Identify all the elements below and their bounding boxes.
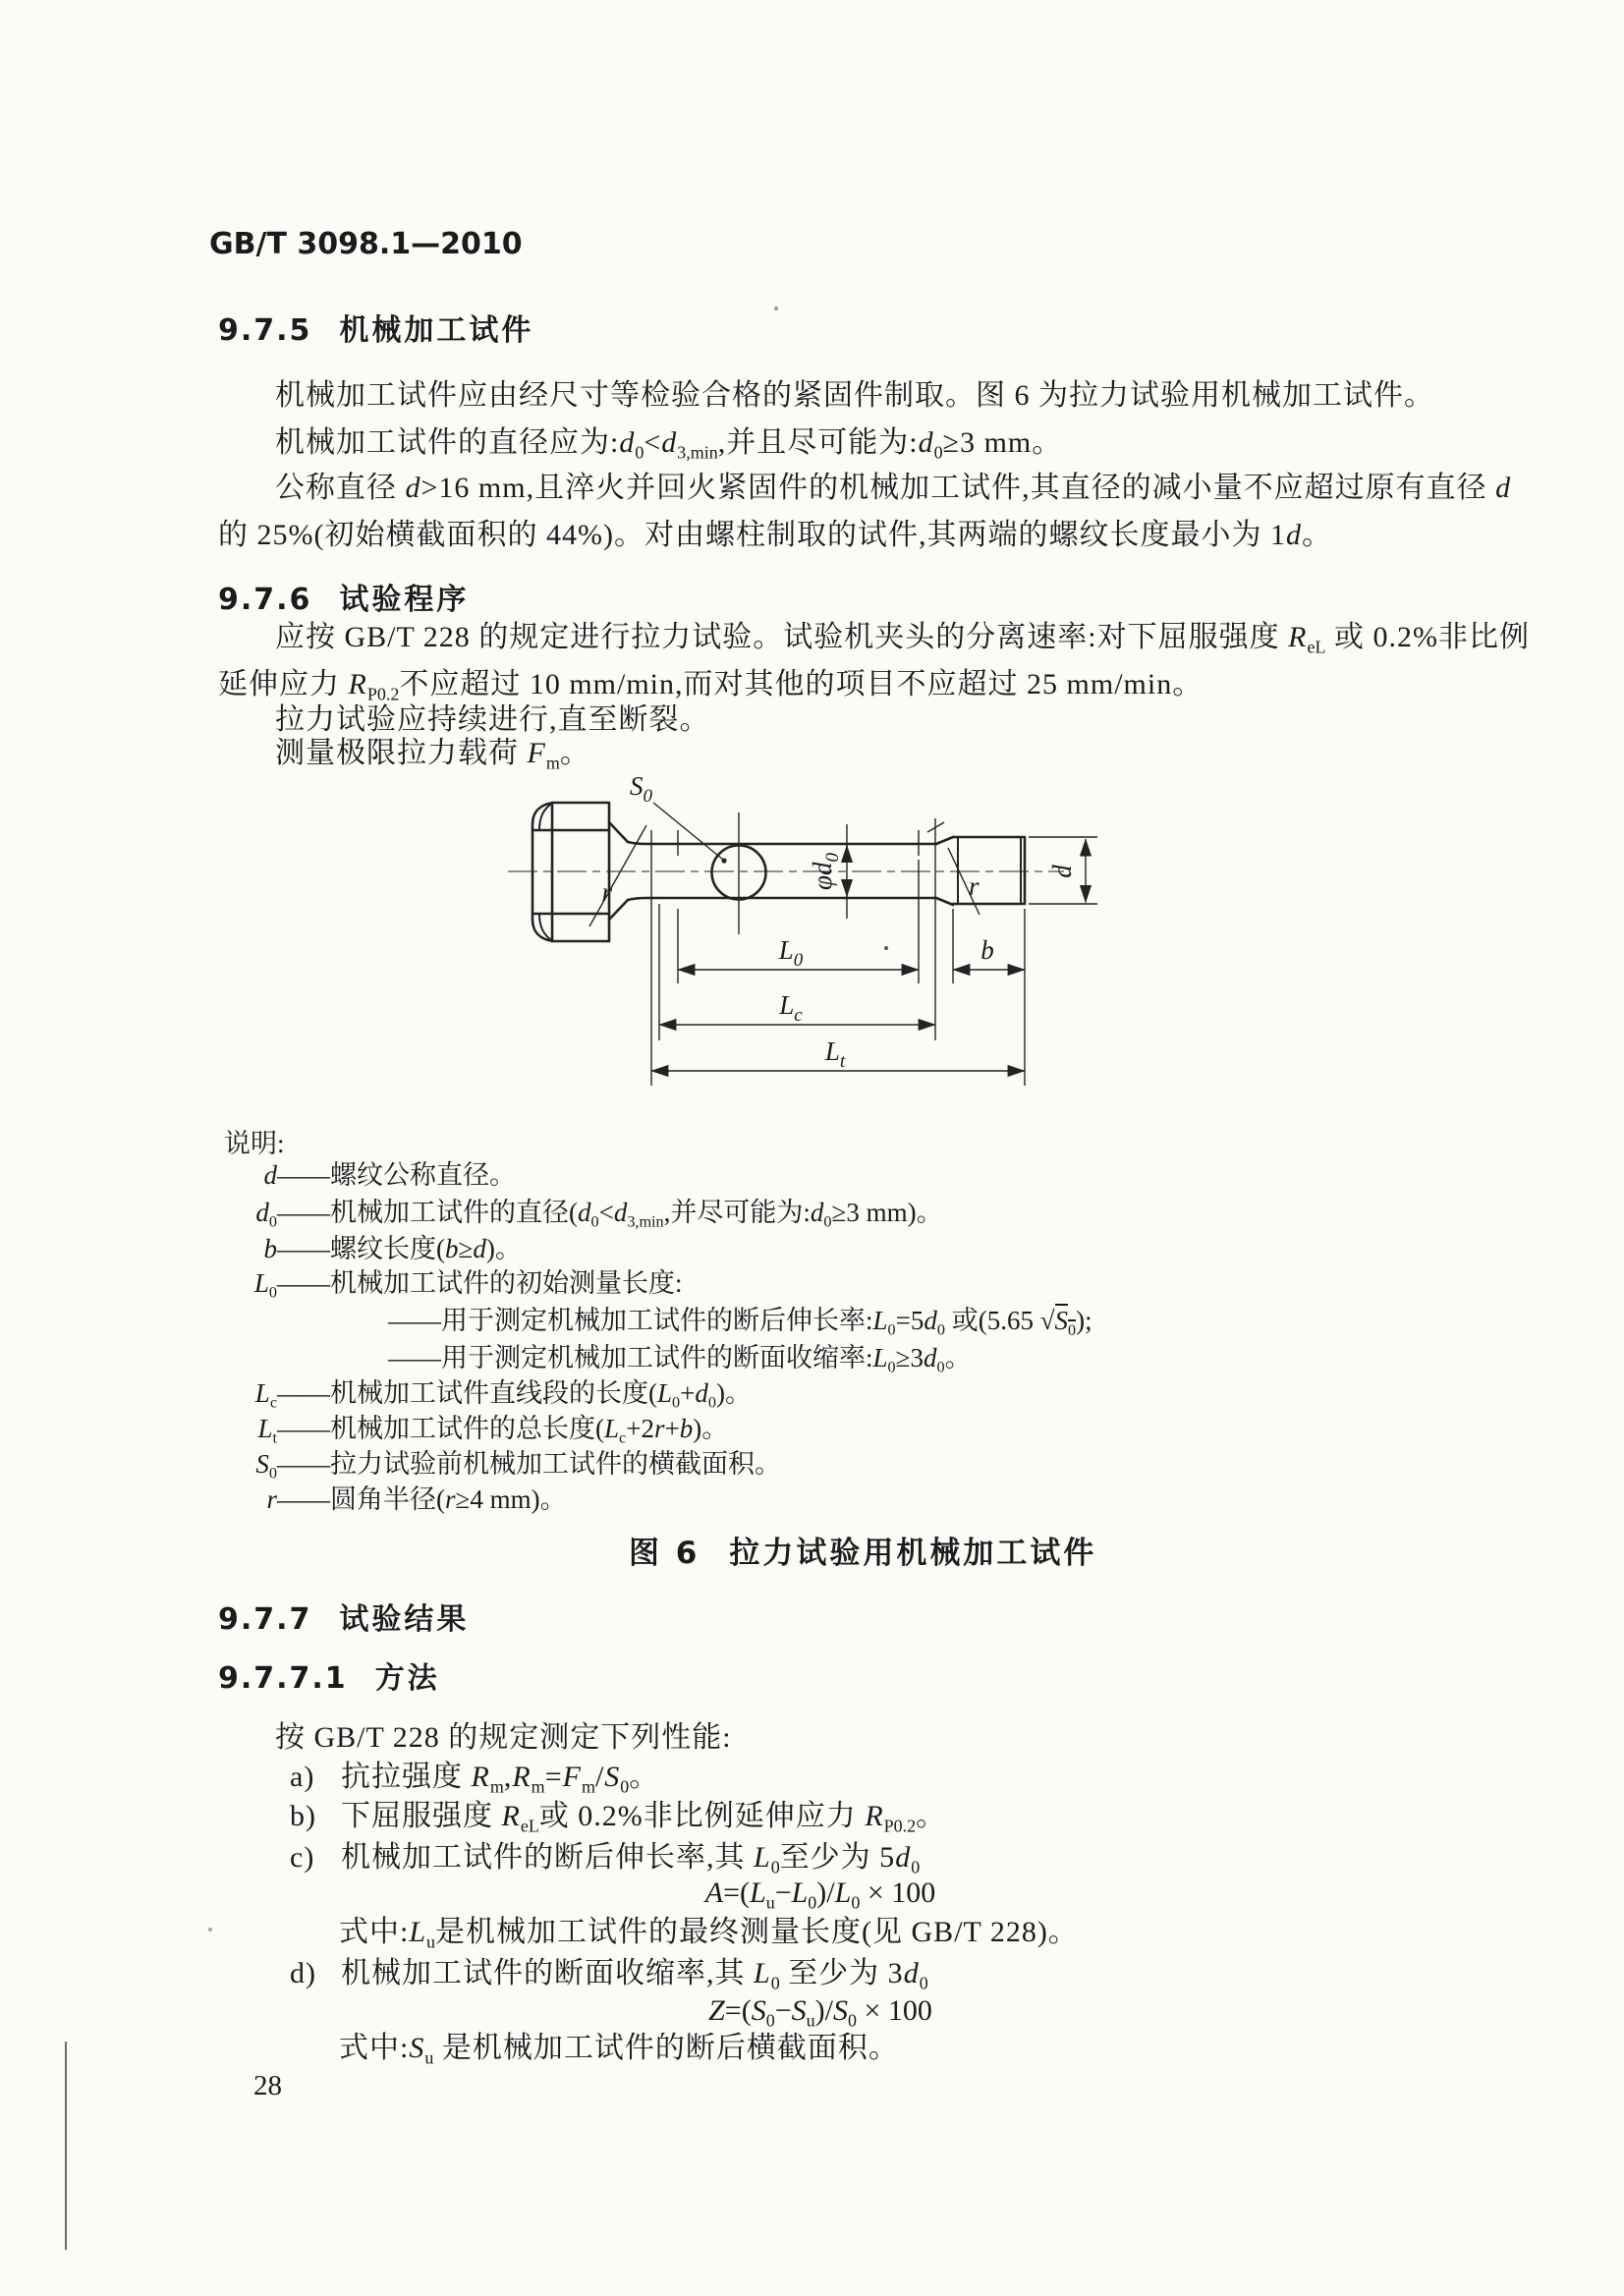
legend-row-b: b——螺纹长度(b≥d)。 <box>263 1234 522 1263</box>
result-item-d: d) 机械加工试件的断面收缩率,其 $L_0$ 至少为 $3d_0$ <box>290 1957 928 1993</box>
section-heading-9-7-6 <box>218 582 469 619</box>
label-phi-d0: $\varphi d_0$ <box>808 853 843 890</box>
result-item-a: a) 抗拉强度 $R_m,R_m=F_m/S_0$。 <box>290 1761 660 1797</box>
section-title: 方法 <box>374 1661 440 1696</box>
label-Lt: $L_t$ <box>824 1036 846 1072</box>
scan-speck <box>774 307 778 310</box>
section-heading-9-7-5 <box>218 312 533 350</box>
extension-lines <box>651 818 1097 1086</box>
legend-row-L0: $L_0——$机械加工试件的初始测量长度: <box>253 1268 683 1302</box>
legend-row-d: d——螺纹公称直径。 <box>263 1160 516 1190</box>
paragraph-4-line-1: 应按 GB/T 228 的规定进行拉力试验。试验机夹头的分离速率:对下屈服强度 $R_{eL}$ 或 0.2%非比例 <box>275 621 1530 657</box>
label-r-left: r <box>601 877 612 907</box>
figure-caption <box>629 1535 1096 1573</box>
threaded-end <box>953 837 1025 904</box>
label-Lc: $L_c$ <box>779 990 803 1026</box>
results-intro: 按 GB/T 228 的规定测定下列性能: <box>275 1721 732 1754</box>
legend-row-r: r——圆角半径(r≥4 mm)。 <box>266 1484 567 1514</box>
legend-row-Lt: $L_t——$机械加工试件的总长度$(L_c+2r+b)$。 <box>257 1414 729 1447</box>
section-heading-9-7-7 <box>218 1601 469 1639</box>
label-L0: $L_0$ <box>778 935 804 971</box>
section-title: 试验结果 <box>339 1602 470 1637</box>
formula-note-d: 式中$:S_u$ 是机械加工试件的断后横截面积。 <box>339 2032 899 2068</box>
result-item-b: b) 下屈服强度 $R_{eL}$或 0.2%非比例延伸应力 $R_{P0.2}$。 <box>290 1800 947 1836</box>
legend-row-S0: $S_0——$拉力试验前机械加工试件的横截面积。 <box>255 1449 781 1483</box>
scan-speck <box>884 946 888 950</box>
paragraph-3-line-2: 的 25%(初始横截面积的 44%)。对由螺柱制取的试件,其两端的螺纹长度最小为 1d。 <box>218 519 1332 551</box>
section-title: 机械加工试件 <box>339 313 534 348</box>
scan-speck <box>208 1928 212 1932</box>
paragraph-6: 测量极限拉力载荷 $F_m$。 <box>275 737 590 773</box>
paragraph-5: 拉力试验应持续进行,直至断裂。 <box>275 703 710 736</box>
paragraph-1: 机械加工试件应由经尺寸等检验合格的紧固件制取。图 6 为拉力试验用机械加工试件。 <box>275 379 1434 412</box>
figure-6-specimen-drawing <box>496 761 1135 1115</box>
formula-reduction: $Z=(S_0-S_u)/S_0 \times 100$ <box>708 1994 932 2031</box>
section-heading-9-7-7-1 <box>218 1660 440 1698</box>
label-d: d <box>1047 865 1077 878</box>
paragraph-2: 机械加工试件的直径应为$:d_0<d_{3,min}$,并且尽可能为$:d_0\ge 3$ mm。 <box>275 426 1063 463</box>
section-title: 试验程序 <box>339 583 470 617</box>
page-number: 28 <box>253 2070 282 2101</box>
cross-section-S0 <box>653 803 766 934</box>
standard-number-text: GB/T 3098.1—2010 <box>209 227 523 261</box>
legend-subrow-reduction: ——用于测定机械加工试件的断面收缩率$:L_0\ge 3d_0$。 <box>388 1343 972 1376</box>
scan-artifact-line <box>65 2042 67 2250</box>
paragraph-4-line-2: 延伸应力 $R_{P0.2}$不应超过 10 mm/min,而对其他的项目不应超过 25 mm/min。 <box>218 668 1204 704</box>
figure-caption-title: 拉力试验用机械加工试件 <box>729 1536 1097 1571</box>
legend-row-d0: $d_0——$机械加工试件的直径($d_0<d_{3,min}$,并尽可能为$:d_0\ge 3$ mm)。 <box>255 1198 943 1231</box>
section-number: 9.7.5 <box>218 313 312 348</box>
legend-intro: 说明: <box>224 1129 285 1158</box>
standard-number <box>209 226 523 263</box>
section-number: 9.7.7.1 <box>218 1661 348 1696</box>
formula-elongation: $A=(L_u-L_0)/L_0 \times 100$ <box>704 1876 936 1913</box>
legend-subrow-elongation: ——用于测定机械加工试件的断后伸长率$:L_0=5d_0$ 或(5.65 $√S_0$); <box>388 1306 1092 1339</box>
label-S0: $S_0$ <box>630 771 652 807</box>
legend-row-Lc: $L_c——$机械加工试件直线段的长度$(L_0+d_0)$。 <box>254 1378 752 1412</box>
section-number: 9.7.7 <box>218 1602 312 1637</box>
paragraph-3-line-1: 公称直径 d>16 mm,且淬火并回火紧固件的机械加工试件,其直径的减小量不应超过原有直径 d <box>275 472 1512 504</box>
label-b: b <box>980 935 994 965</box>
label-r-right: r <box>969 871 980 901</box>
figure-caption-number: 图 6 <box>629 1536 700 1571</box>
result-item-c: c) 机械加工试件的断后伸长率,其 $L_0$至少为 $5d_0$ <box>290 1841 921 1877</box>
formula-note-c: 式中$:L_u$是机械加工试件的最终测量长度(见 GB/T 228)。 <box>339 1916 1079 1952</box>
section-number: 9.7.6 <box>218 583 312 617</box>
